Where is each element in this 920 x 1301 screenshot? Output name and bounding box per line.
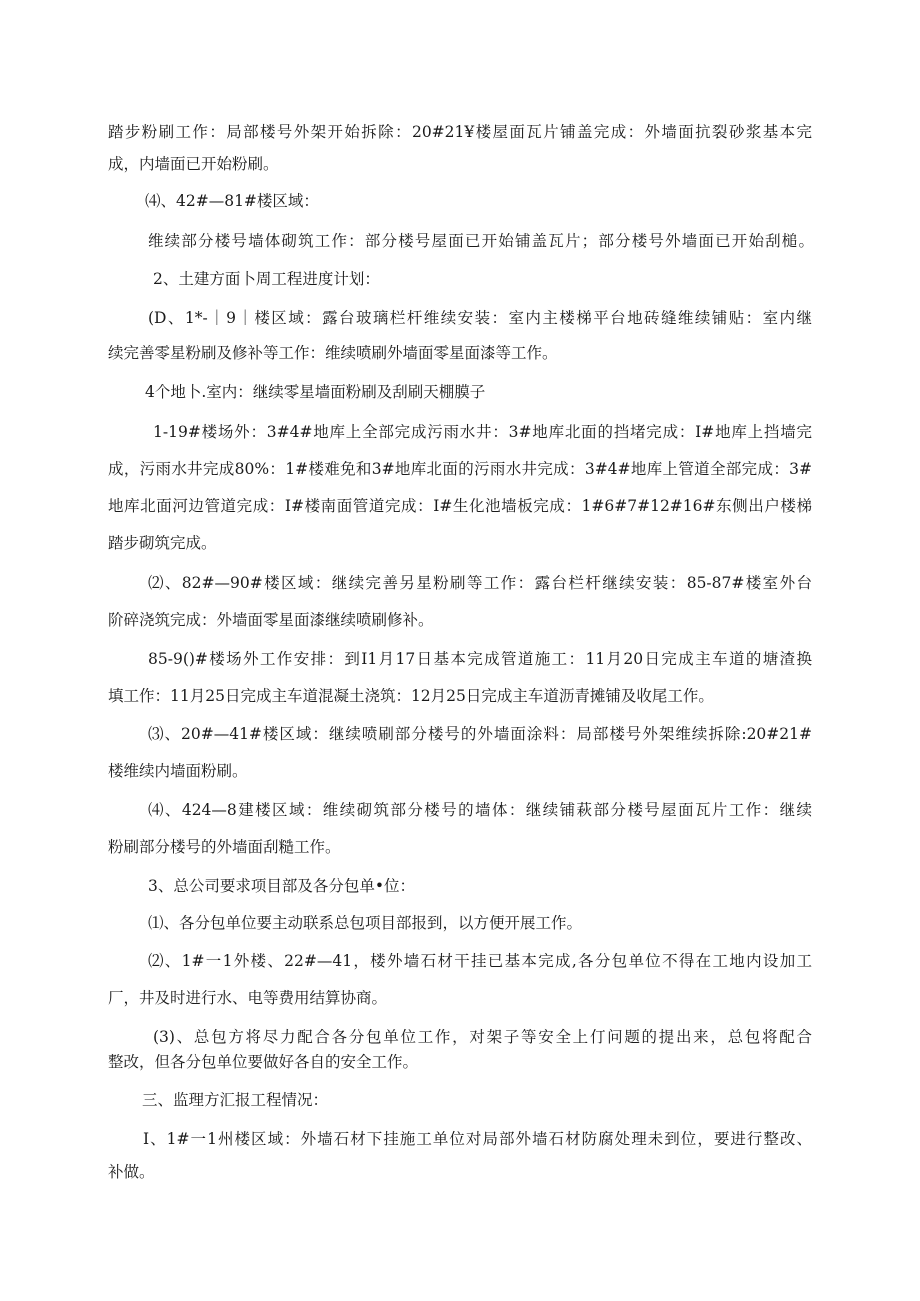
paragraph-line: 踏步粉刷工作：局部楼号外架开始拆除：20#21¥楼屋面瓦片铺盖完成：外墙面抗裂砂浆基本完: [108, 123, 812, 141]
paragraph-line: ⑷、424—8建楼区域：维续砌筑部分楼号的墙体：继续铺萩部分楼号屋面瓦片工作：继续: [148, 801, 812, 819]
paragraph-line: ⑷、42#—81#楼区域：: [145, 192, 319, 210]
paragraph-line: (3)、总包方将尽力配合各分包单位工作，对架子等安全上仃问题的提出来，总包将配合: [153, 1028, 812, 1046]
paragraph-line: 成，内墙面已开始粉刷。: [108, 155, 279, 173]
paragraph-line: (D、1*-｜9｜楼区域：露台玻璃栏杆维续安装：室内主楼梯平台地砖缝维续铺贴：室内继: [148, 309, 813, 327]
paragraph-line: 粉刷部分楼号的外墙面刮糙工作。: [108, 838, 341, 856]
paragraph-line: ⑴、各分包单位要主动联系总包项目部报到，以方便开展工作。: [148, 914, 583, 932]
paragraph-line: 85-9()#楼场外工作安排：到I1月17日基本完成管道施工：11月20日完成主车道的塘渣换: [148, 650, 812, 668]
paragraph-line: 三、监理方汇报工程情况：: [142, 1091, 329, 1109]
paragraph-line: 地库北面河边管道完成：I#楼南面管道完成：I#生化池墙板完成：1#6#7#12#16#东侧出户楼梯: [108, 497, 812, 515]
paragraph-line: 补做。: [108, 1163, 155, 1181]
paragraph-line: ⑵、82#—90#楼区域：继续完善另星粉刷等工作：露台栏杆继续安装：85-87#楼室外台: [148, 574, 812, 592]
paragraph-line: 3、总公司要求项目部及各分包单•位：: [148, 877, 416, 895]
paragraph-line: 踏步砌筑完成。: [108, 534, 217, 552]
paragraph-line: ⑵、1#一1外楼、22#—41，楼外墙石材干挂已基本完成,各分包单位不得在工地内设加工: [148, 952, 812, 970]
paragraph-line: I、1#一1州楼区域：外墙石材下挂施工单位对局部外墙石材防腐处理未到位，要进行整改、: [143, 1130, 812, 1148]
paragraph-line: ⑶、20#—41#楼区域：继续喷刷部分楼号的外墙面涂料：局部楼号外架维续拆除:20#21#: [148, 725, 812, 743]
paragraph-line: 2、土建方面卜周工程进度计划：: [153, 270, 380, 288]
paragraph-line: 填工作：11月25日完成主车道混凝土浇筑：12月25日完成主车道沥青摊铺及收尾工作。: [108, 687, 714, 705]
paragraph-line: 维续部分楼号墙体砌筑工作：部分楼号屋面已开始铺盖瓦片；部分楼号外墙面已开始刮槌。: [148, 232, 814, 250]
paragraph-line: 续完善零星粉刷及修补等工作：维续喷刷外墙面零星面漆等工作。: [108, 344, 558, 362]
paragraph-line: 1-19#楼场外：3#4#地库上全部完成污雨水井：3#地库北面的挡堵完成：I#地库上挡墙完: [153, 423, 812, 441]
paragraph-line: 4个地卜.室内：继续零星墙面粉刷及刮刷天棚膜子: [145, 383, 486, 401]
paragraph-line: 整改，但各分包单位要做好各自的安全工作。: [108, 1053, 419, 1071]
paragraph-line: 成，污雨水井完成80%：1#楼难免和3#地库北面的污雨水井完成：3#4#地库上管道全部完成：3#: [108, 460, 812, 478]
paragraph-line: 阶碎浇筑完成：外墙面零星面漆继续喷刷修补。: [108, 611, 434, 629]
paragraph-line: 厂，井及时进行水、电等费用结算协商。: [108, 989, 388, 1007]
paragraph-line: 楼维续内墙面粉刷。: [108, 762, 248, 780]
